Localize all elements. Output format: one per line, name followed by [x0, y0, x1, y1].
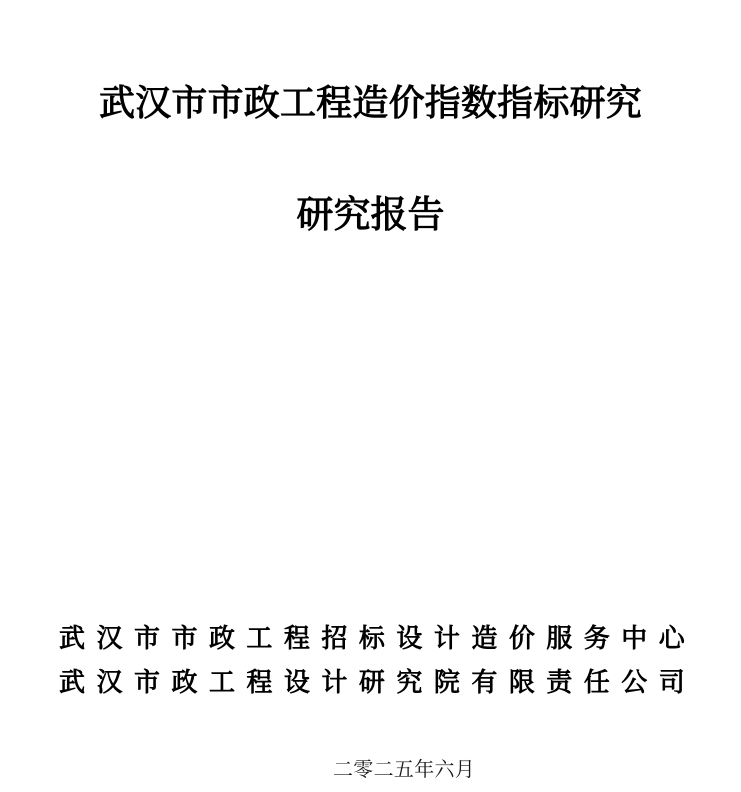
organization-character: 中	[621, 624, 648, 653]
organization-character: 市	[133, 668, 160, 697]
organization-character: 务	[583, 624, 610, 653]
organization-character: 标	[358, 624, 385, 653]
organization-character: 招	[321, 624, 348, 653]
organization-character: 政	[171, 668, 198, 697]
organization-character: 政	[208, 624, 235, 653]
organization-character: 服	[546, 624, 573, 653]
organization-character: 计	[321, 668, 348, 697]
organization-character: 市	[171, 624, 198, 653]
organization-character: 汉	[96, 668, 123, 697]
organization-character: 院	[433, 668, 460, 697]
organization-character: 心	[658, 624, 685, 653]
organization-character: 造	[471, 624, 498, 653]
organization-character: 武	[59, 624, 86, 653]
organization-line-1	[59, 624, 685, 654]
organization-character: 任	[583, 668, 610, 697]
organization-character: 设	[283, 668, 310, 697]
organization-character: 计	[433, 624, 460, 653]
organization-character: 工	[208, 668, 235, 697]
organization-character: 有	[471, 668, 498, 697]
organization-character: 程	[283, 624, 310, 653]
organization-line-2	[59, 668, 685, 698]
organization-character: 工	[246, 624, 273, 653]
organization-character: 汉	[96, 624, 123, 653]
organization-character: 设	[396, 624, 423, 653]
publication-date: 二零二五年六月	[333, 759, 476, 781]
organization-character: 价	[508, 624, 535, 653]
document-subtitle: 研究报告	[296, 194, 445, 235]
organization-character: 司	[658, 668, 685, 697]
organization-character: 武	[59, 668, 86, 697]
document-title: 武汉市市政工程造价指数指标研究	[98, 82, 642, 123]
organization-character: 限	[508, 668, 535, 697]
organization-character: 研	[358, 668, 385, 697]
organization-character: 程	[246, 668, 273, 697]
organization-character: 责	[546, 668, 573, 697]
organization-character: 市	[133, 624, 160, 653]
organization-character: 究	[396, 668, 423, 697]
organization-character: 公	[621, 668, 648, 697]
